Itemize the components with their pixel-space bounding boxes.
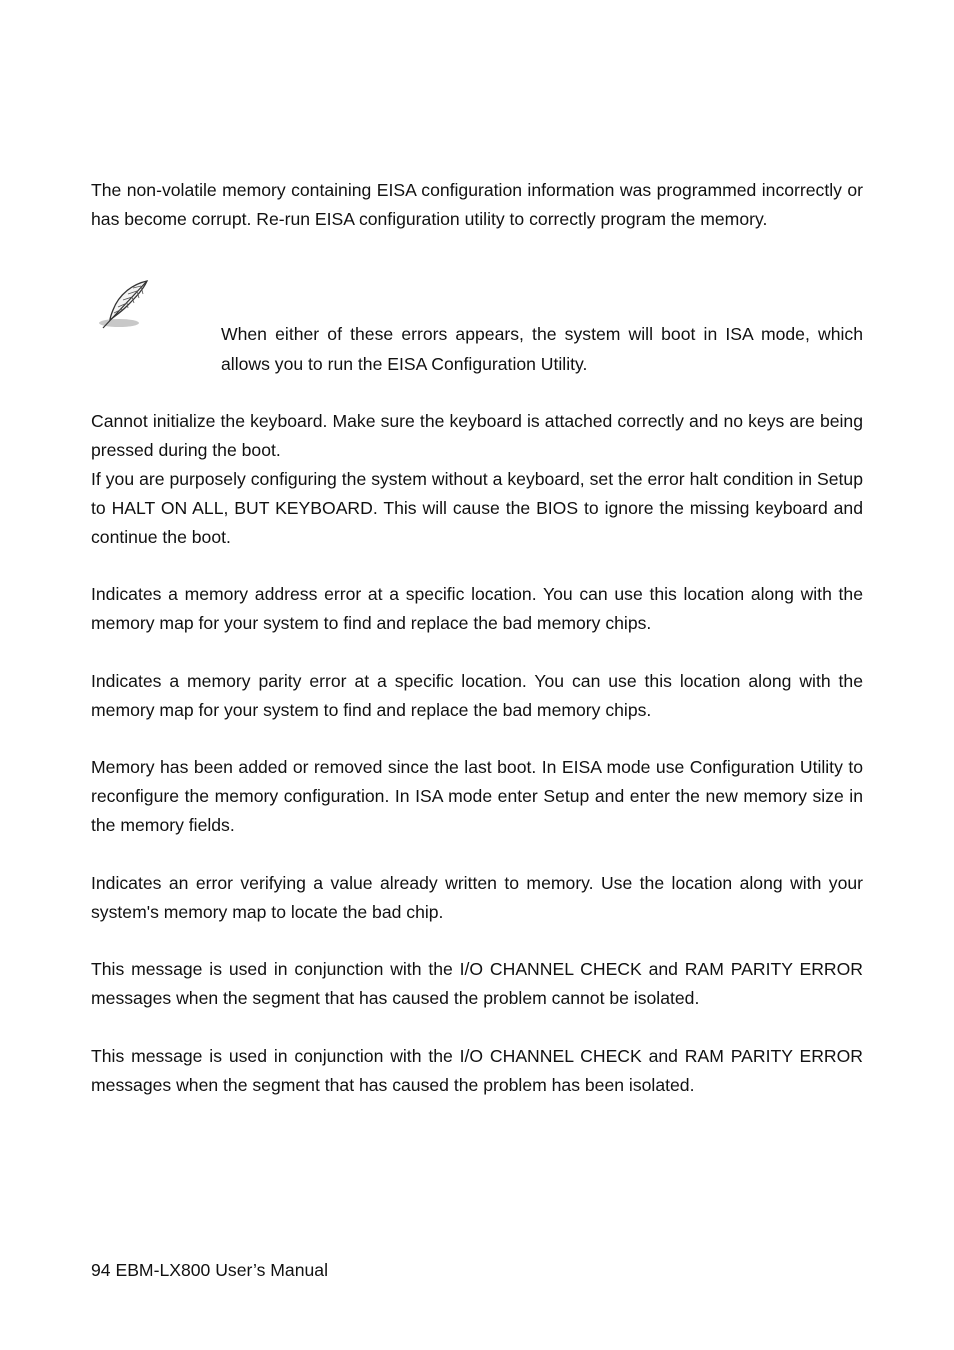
paragraph-keyboard-halt: If you are purposely configuring the system without a keyboard, set the error halt condition in Setup to HALT ON ALL, BUT KEYBOARD. This will cause the BIOS to ignore the missing keyboard and continue the boot. [91,469,863,547]
paragraph-memory-size-error: Memory has been added or removed since the last boot. In EISA mode use Configuration Utility to reconfigure the memory configuration. In ISA mode enter Setup and enter the new memory size in the memory fields. [91,757,863,835]
feather-quill-icon [97,278,155,332]
note-text: When either of these errors appears, the system will boot in ISA mode, which allows you to run the EISA Configuration Utility. [221,324,863,374]
paragraph-memory-verify-error: Indicates an error verifying a value already written to memory. Use the location along with your system's memory map to locate the bad chip. [91,873,863,922]
paragraph-keyboard-error: Cannot initialize the keyboard. Make sure the keyboard is attached correctly and no keys are being pressed during the boot. [91,411,863,460]
paragraph-memory-address-error: Indicates a memory address error at a specific location. You can use this location along with the memory map for your system to find and replace the bad memory chips. [91,584,863,633]
paragraph-offending-address-found: This message is used in conjunction with the I/O CHANNEL CHECK and RAM PARITY ERROR messages when the segment that has caused the problem has been isolated. [91,1046,863,1095]
paragraph-eisa-config: The non-volatile memory containing EISA configuration information was programmed incorrectly or has become corrupt. Re-run EISA configuration utility to correctly program the memory. [91,180,863,229]
paragraph-offending-address-not-found: This message is used in conjunction with the I/O CHANNEL CHECK and RAM PARITY ERROR messages when the segment that has caused the problem cannot be isolated. [91,959,863,1008]
paragraph-memory-parity-error: Indicates a memory parity error at a specific location. You can use this location along with the memory map for your system to find and replace the bad memory chips. [91,671,863,720]
page-footer: 94 EBM-LX800 User’s Manual [91,1260,328,1280]
